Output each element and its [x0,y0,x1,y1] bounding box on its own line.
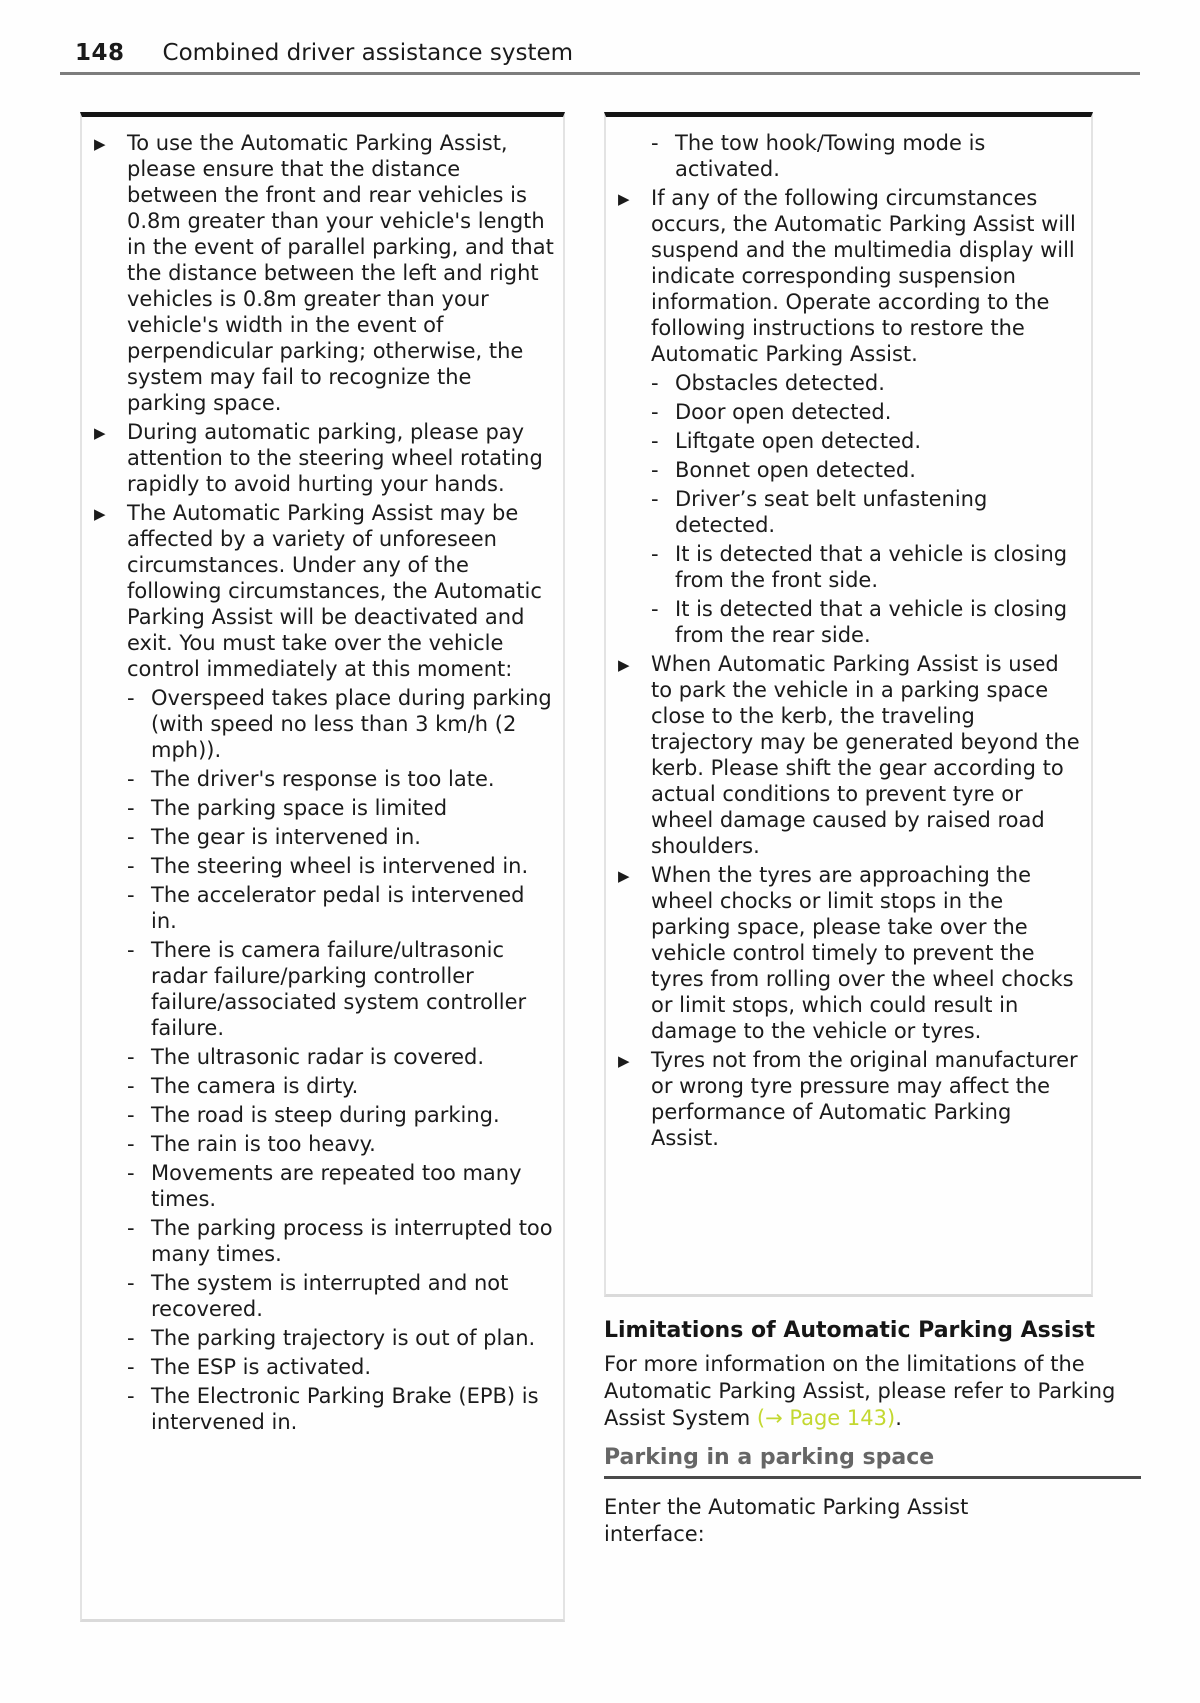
dash-item [127,795,555,821]
section-subheading: Parking in a parking space [604,1445,935,1470]
dash-bullet-icon: - [127,1271,135,1295]
warning-list-right [618,130,1083,1151]
item-text: During automatic parking, please pay attention to the steering wheel rotating rapidly to avoid hurting your hands. [127,420,543,496]
dash-bullet-icon: - [127,1216,135,1240]
dash-bullet-icon: - [127,1045,135,1069]
dash-item [127,1325,555,1351]
item-text: The Automatic Parking Assist may be affected by a variety of unforeseen circumstances. Under any of the following circumstances, the Automatic Parking Assist will be deactivated and exit. You must take over the vehicle control immediately at this moment: [127,501,542,681]
bullet-item [94,130,555,416]
item-text: The ESP is activated. [151,1355,372,1379]
item-text: To use the Automatic Parking Assist, please ensure that the distance between the front and rear vehicles is 0.8m greater than your vehicle's length in the event of parallel parking, and that the distance between the left and right vehicles is 0.8m greater than your vehicle's width in the event of perpendicular parking; otherwise, the system may fail to recognize the parking space. [127,131,554,415]
item-text: The rain is too heavy. [151,1132,376,1156]
dash-item [127,853,555,879]
arrow-bullet-icon: ▶ [94,505,106,523]
item-text: The parking process is interrupted too many times. [151,1216,553,1266]
dash-bullet-icon: - [651,487,659,511]
arrow-bullet-icon: ▶ [618,867,630,885]
enter-interface-paragraph: Enter the Automatic Parking Assist interface: [604,1495,969,1546]
dash-item [127,937,555,1041]
item-text: Bonnet open detected. [675,458,916,482]
item-text: Obstacles detected. [675,371,885,395]
bullet-item [94,419,555,497]
bullet-item [618,185,1083,367]
dash-bullet-icon: - [651,400,659,424]
dash-item [127,1215,555,1267]
bullet-item [618,1047,1083,1151]
dash-item [127,1354,555,1380]
dash-item [127,882,555,934]
item-text: It is detected that a vehicle is closing from the rear side. [675,597,1068,647]
dash-bullet-icon: - [651,131,659,155]
dash-bullet-icon: - [127,1326,135,1350]
dash-item [651,541,1083,593]
bullet-item [94,500,555,682]
dash-bullet-icon: - [127,938,135,962]
dash-bullet-icon: - [651,542,659,566]
arrow-bullet-icon: ▶ [94,424,106,442]
page-header [75,40,573,66]
item-text: The parking space is limited [151,796,448,820]
dash-item [651,457,1083,483]
item-text: When the tyres are approaching the wheel chocks or limit stops in the parking space, please take over the vehicle control timely to prevent the tyres from rolling over the wheel chocks or limit stops, which could result in damage to the vehicle or tyres. [651,863,1074,1043]
limitations-text-prefix: For more information on the limitations of the Automatic Parking Assist, please refer to Parking Assist System [604,1352,1116,1430]
dash-bullet-icon: - [651,458,659,482]
item-text: The tow hook/Towing mode is activated. [675,131,986,181]
item-text: The road is steep during parking. [151,1103,500,1127]
item-text: Liftgate open detected. [675,429,922,453]
dash-bullet-icon: - [127,883,135,907]
dash-bullet-icon: - [127,825,135,849]
item-text: The gear is intervened in. [151,825,421,849]
arrow-bullet-icon: ▶ [618,1052,630,1070]
item-text: The Electronic Parking Brake (EPB) is intervened in. [151,1384,539,1434]
dash-item [651,486,1083,538]
item-text: Driver’s seat belt unfastening detected. [675,487,988,537]
page-title: Combined driver assistance system [162,40,574,66]
item-text: The steering wheel is intervened in. [151,854,529,878]
dash-bullet-icon: - [651,371,659,395]
item-text: Door open detected. [675,400,892,424]
dash-item [127,1073,555,1099]
warning-box-left [80,112,565,1622]
dash-bullet-icon: - [127,1074,135,1098]
item-text: The accelerator pedal is intervened in. [151,883,525,933]
dash-item [127,1160,555,1212]
dash-item [127,824,555,850]
item-text: The system is interrupted and not recovered. [151,1271,509,1321]
dash-item [127,1131,555,1157]
item-text: The driver's response is too late. [151,767,495,791]
dash-item [651,370,1083,396]
limitations-paragraph [604,1351,1141,1432]
dash-bullet-icon: - [127,1103,135,1127]
dash-item [127,766,555,792]
dash-item [651,428,1083,454]
dash-bullet-icon: - [127,1384,135,1408]
dash-item [127,1383,555,1435]
left-column [80,112,565,1622]
dash-bullet-icon: - [127,854,135,878]
dash-item [127,1044,555,1070]
limitations-text-suffix: . [895,1406,902,1430]
item-text: The ultrasonic radar is covered. [151,1045,485,1069]
item-text: The camera is dirty. [151,1074,359,1098]
limitations-heading: Limitations of Automatic Parking Assist [604,1318,1096,1343]
warning-box-right [604,112,1093,1297]
dash-item [127,1102,555,1128]
bullet-item [618,862,1083,1044]
dash-bullet-icon: - [127,1132,135,1156]
item-text: The parking trajectory is out of plan. [151,1326,536,1350]
dash-bullet-icon: - [127,686,135,710]
right-column [604,112,1141,1548]
arrow-bullet-icon: ▶ [94,135,106,153]
dash-bullet-icon: - [127,796,135,820]
item-text: When Automatic Parking Assist is used to park the vehicle in a parking space close to the kerb, the traveling trajectory may be generated beyond the kerb. Please shift the gear according to actual conditions to prevent tyre or wheel damage caused by raised road shoulders. [651,652,1080,858]
item-text: It is detected that a vehicle is closing from the front side. [675,542,1068,592]
item-text: If any of the following circumstances occurs, the Automatic Parking Assist will suspend and the multimedia display will indicate corresponding suspension information. Operate according to the following instructions to restore the Automatic Parking Assist. [651,186,1076,366]
dash-bullet-icon: - [127,1161,135,1185]
dash-bullet-icon: - [651,429,659,453]
arrow-bullet-icon: ▶ [618,190,630,208]
dash-item [651,399,1083,425]
subheading-divider [604,1476,1141,1479]
item-text: Tyres not from the original manufacturer or wrong tyre pressure may affect the performance of Automatic Parking Assist. [651,1048,1078,1150]
dash-bullet-icon: - [127,1355,135,1379]
dash-item [127,1270,555,1322]
item-text: Movements are repeated too many times. [151,1161,522,1211]
item-text: There is camera failure/ultrasonic radar failure/parking controller failure/associated system controller failure. [151,938,527,1040]
page-number: 148 [75,40,125,66]
dash-item [127,685,555,763]
page-reference-link[interactable]: (→ Page 143) [756,1406,896,1430]
item-text: Overspeed takes place during parking (with speed no less than 3 km/h (2 mph)). [151,686,552,762]
dash-bullet-icon: - [127,767,135,791]
header-divider [60,72,1140,75]
dash-bullet-icon: - [651,597,659,621]
dash-item [651,130,1083,182]
arrow-bullet-icon: ▶ [618,656,630,674]
bullet-item [618,651,1083,859]
warning-list-left [94,130,555,1435]
dash-item [651,596,1083,648]
